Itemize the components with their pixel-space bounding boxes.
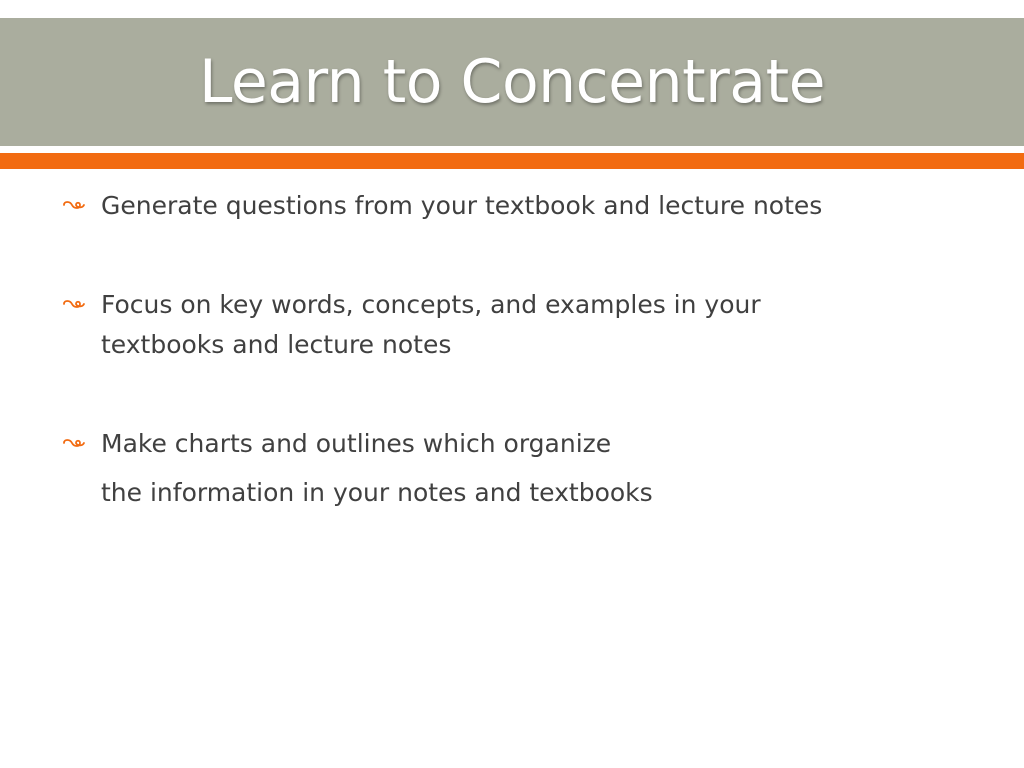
swirl-bullet-icon xyxy=(62,298,86,310)
bullet-text: Make charts and outlines which organize xyxy=(101,429,612,458)
bullet-text-continued: the information in your notes and textbooks xyxy=(101,478,653,507)
slide-title: Learn to Concentrate xyxy=(198,47,826,117)
swirl-bullet-icon xyxy=(62,437,86,449)
swirl-bullet-icon xyxy=(62,199,86,211)
bullet-text: Focus on key words, concepts, and examples in your xyxy=(101,290,761,319)
bullet-text-continued: textbooks and lecture notes xyxy=(101,330,452,359)
bullet-text: Generate questions from your textbook and lecture notes xyxy=(101,191,823,220)
